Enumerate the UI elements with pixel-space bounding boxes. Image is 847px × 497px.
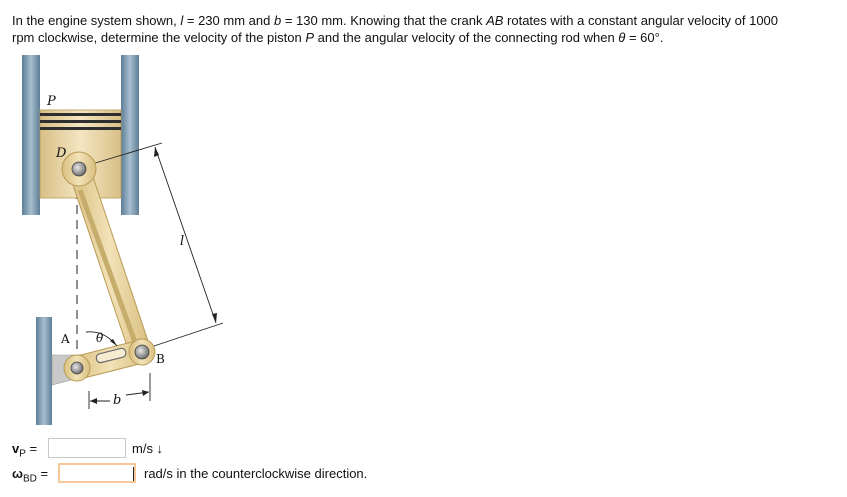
dimension-extension-bottom	[148, 323, 223, 348]
wbd-unit: rad/s in the counterclockwise direction.	[144, 466, 368, 481]
wbd-input[interactable]	[58, 463, 136, 483]
label-theta: θ	[96, 331, 104, 345]
piston-ring	[40, 120, 121, 123]
vp-unit: m/s ↓	[132, 441, 164, 456]
wbd-label	[12, 466, 48, 485]
equals-sign: =	[36, 466, 49, 481]
problem-text: In the engine system shown,	[12, 13, 181, 28]
var-ab: AB	[486, 13, 504, 28]
problem-text: rotates with a constant angular velocity of 1000	[503, 13, 779, 28]
cylinder-wall-right	[121, 55, 139, 215]
problem-statement	[12, 12, 842, 46]
pin-d	[72, 162, 86, 176]
vp-subscript: P	[19, 448, 26, 460]
var-b: b	[273, 13, 282, 28]
vp-label	[12, 441, 37, 460]
engine-diagram	[20, 55, 250, 430]
piston-ring	[40, 127, 121, 130]
var-theta: θ	[618, 30, 626, 45]
problem-line-1	[12, 12, 842, 29]
wbd-subscript: BD	[22, 473, 37, 485]
dimension-b-arrowhead	[90, 398, 97, 404]
pin-a	[71, 362, 83, 374]
problem-text: and the angular velocity of the connecting rod when	[314, 30, 619, 45]
wbd-symbol: ω	[12, 466, 23, 481]
piston-ring	[40, 113, 121, 116]
label-d: D	[56, 146, 67, 161]
problem-text: = 230 mm and	[183, 13, 274, 28]
var-p: P	[305, 30, 315, 45]
bearing-wall	[36, 317, 52, 425]
label-a: A	[61, 332, 70, 346]
var-l: l	[180, 13, 184, 28]
cylinder-wall-left	[22, 55, 40, 215]
problem-text: = 60°.	[625, 30, 664, 45]
label-l: l	[180, 234, 185, 249]
dimension-arrowhead	[212, 313, 217, 323]
problem-text: rpm clockwise, determine the velocity of the piston	[12, 30, 306, 45]
dimension-b-arrowhead	[142, 390, 149, 396]
text-caret	[133, 467, 134, 481]
problem-line-2	[12, 29, 842, 46]
pin-b	[135, 345, 149, 359]
vp-symbol: v	[12, 441, 20, 456]
dimension-line-l	[155, 147, 216, 323]
label-b-point: B	[156, 352, 165, 366]
vp-input[interactable]	[48, 438, 126, 458]
problem-text: = 130 mm. Knowing that the crank	[281, 13, 487, 28]
label-b-dim: b	[113, 393, 122, 408]
equals-sign: =	[25, 441, 38, 456]
label-p: P	[47, 94, 56, 109]
